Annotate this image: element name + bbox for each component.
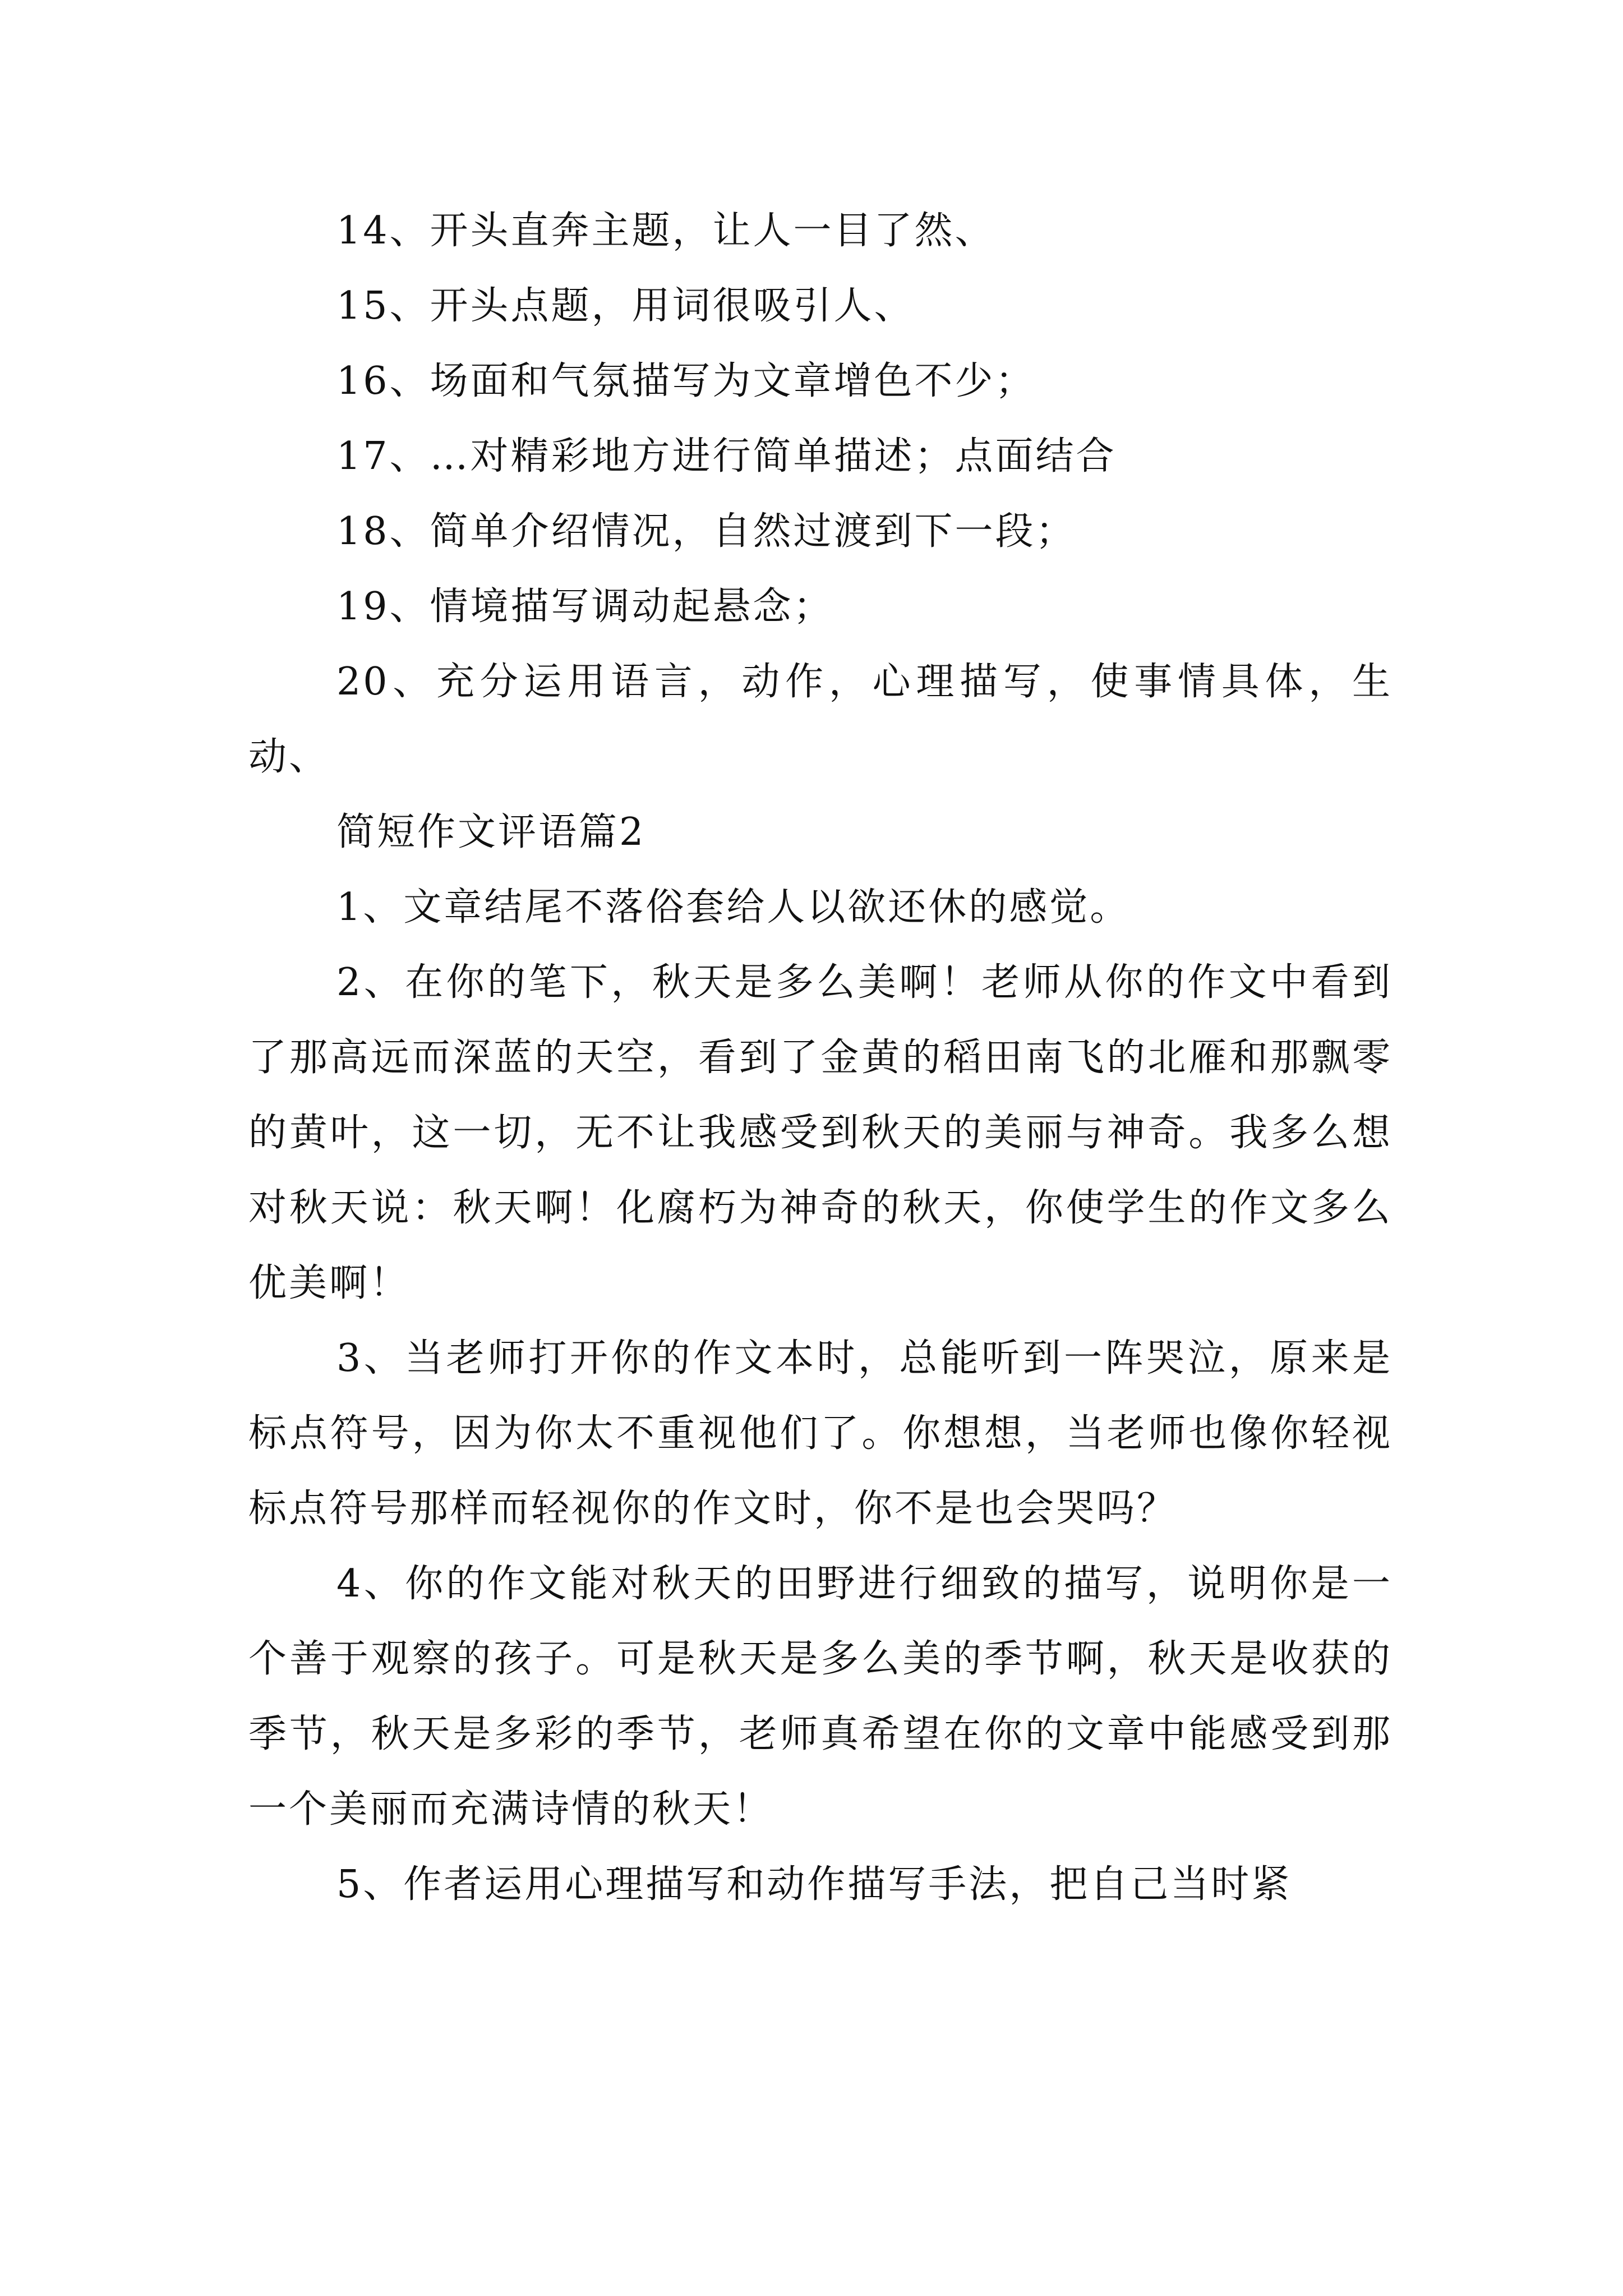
paragraph-comment-5: 5、作者运用心理描写和动作描写手法，把自己当时紧 xyxy=(336,1862,1292,1907)
paragraph-comment-18: 18、简单介绍情况，自然过渡到下一段； xyxy=(336,509,1076,554)
paragraph-comment-4: 4、你的作文能对秋天的田野进行细致的描写，说明你是一个善于观察的孩子。可是秋天是多么美的季节啊，秋天是收获的季节，秋天是多彩的季节，老师真希望在你的文章中能感受到那一个美丽而充满诗情的秋天！ xyxy=(248,1562,1393,1832)
document-body xyxy=(248,194,1393,1922)
paragraph-comment-16: 16、场面和气氛描写为文章增色不少； xyxy=(336,359,1036,403)
paragraph-comment-15: 15、开头点题，用词很吸引人、 xyxy=(336,284,915,328)
paragraph-comment-20: 20、充分运用语言，动作，心理描写，使事情具体，生动、 xyxy=(248,660,1393,779)
paragraph-comment-1: 1、文章结尾不落俗套给人以欲还休的感觉。 xyxy=(336,885,1131,930)
paragraph-comment-17: 17、…对精彩地方进行简单描述；点面结合 xyxy=(336,434,1117,478)
section-heading: 简短作文评语篇2 xyxy=(336,810,646,854)
paragraph-comment-14: 14、开头直奔主题，让人一目了然、 xyxy=(336,209,995,253)
paragraph-comment-2: 2、在你的笔下，秋天是多么美啊！老师从你的作文中看到了那高远而深蓝的天空，看到了金黄的稻田南飞的北雁和那飘零的黄叶，这一切，无不让我感受到秋天的美丽与神奇。我多么想对秋天说：秋天啊！化腐朽为神奇的秋天，你使学生的作文多么优美啊！ xyxy=(248,960,1393,1305)
paragraph-comment-3: 3、当老师打开你的作文本时，总能听到一阵哭泣，原来是标点符号，因为你太不重视他们了。你想想，当老师也像你轻视标点符号那样而轻视你的作文时，你不是也会哭吗？ xyxy=(248,1336,1393,1531)
paragraph-comment-19: 19、情境描写调动起悬念； xyxy=(336,585,834,629)
